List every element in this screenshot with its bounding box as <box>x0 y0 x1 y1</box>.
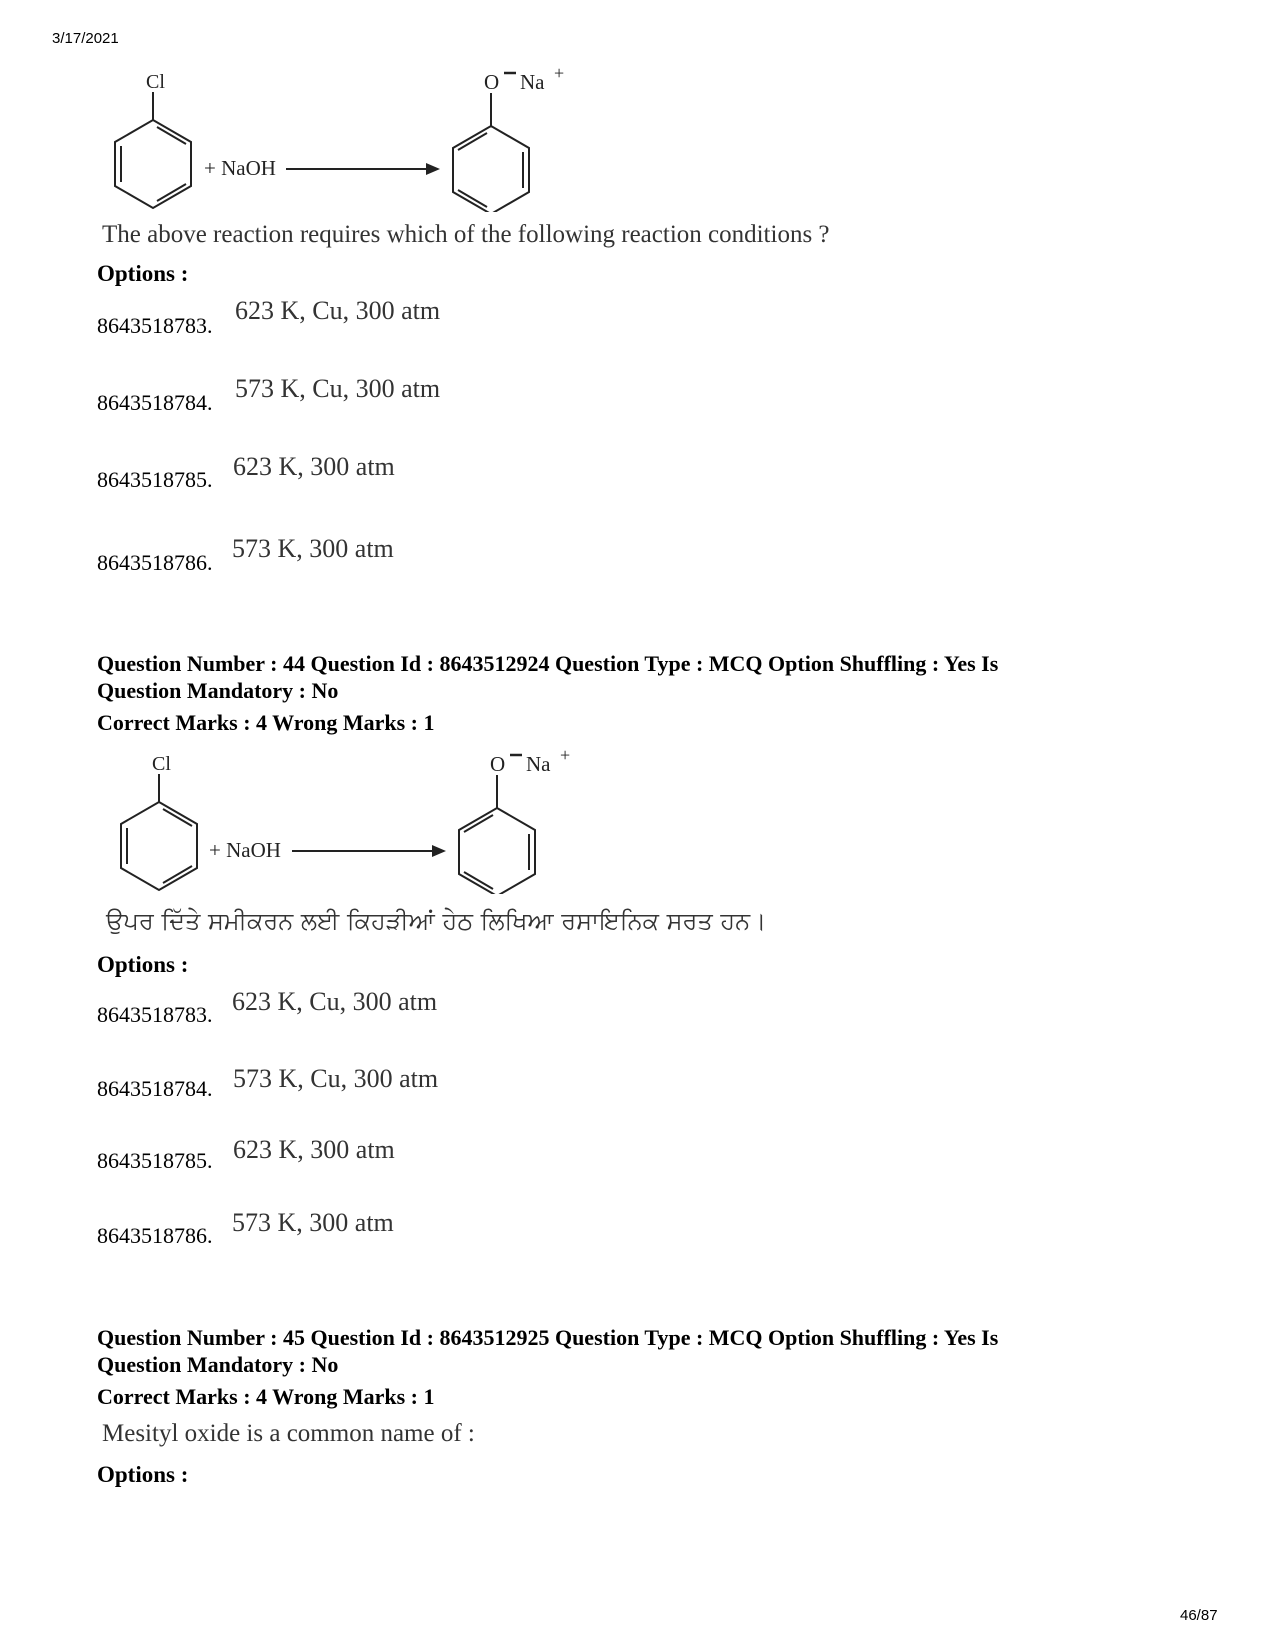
option-id: 8643518783. <box>97 1002 213 1027</box>
chlorine-label: Cl <box>146 71 165 93</box>
option-value: 623 K, Cu, 300 atm <box>232 987 438 1016</box>
svg-text:+: + <box>560 745 571 765</box>
option-value: 573 K, 300 atm <box>232 534 394 563</box>
page-date: 3/17/2021 <box>52 30 119 47</box>
svg-text:+ NaOH: + NaOH <box>209 838 281 862</box>
reaction-diagram-q43 <box>100 62 600 212</box>
question-meta: Question Number : 44 Question Id : 8643512924 Question Type : MCQ Option Shuffling : Yes Is <box>97 651 999 676</box>
reaction-diagram-q44 <box>106 744 606 894</box>
option-id: 8643518783. <box>97 313 213 338</box>
option-value: 573 K, Cu, 300 atm <box>235 374 441 403</box>
naoh-label: + NaOH <box>204 156 276 180</box>
option-value: 623 K, 300 atm <box>233 1135 395 1164</box>
question-meta: Question Mandatory : No <box>97 1352 339 1377</box>
option-value: 573 K, 300 atm <box>232 1208 394 1237</box>
question-text-punjabi: ਉਪਰ ਦਿੱਤੇ ਸਮੀਕਰਨ ਲਈ ਕਿਹੜੀਆਂ ਹੇਠ ਲਿਖਿਆ ਰਸਾਇਨਿਕ ਸਰਤ ਹਨ। <box>106 907 767 935</box>
option-id: 8643518785. <box>97 1148 213 1173</box>
options-label: Options : <box>97 952 189 977</box>
option-id: 8643518786. <box>97 550 213 575</box>
option-value: 623 K, 300 atm <box>233 452 395 481</box>
option-id: 8643518784. <box>97 390 213 415</box>
page-number: 46/87 <box>1180 1607 1218 1624</box>
question-marks: Correct Marks : 4 Wrong Marks : 1 <box>97 1384 435 1409</box>
svg-text:+: + <box>554 63 565 83</box>
svg-text:Cl: Cl <box>152 753 171 775</box>
sodium-label: Na <box>520 70 545 94</box>
option-id: 8643518785. <box>97 467 213 492</box>
option-id: 8643518786. <box>97 1223 213 1248</box>
options-label: Options : <box>97 261 189 286</box>
question-meta: Question Number : 45 Question Id : 8643512925 Question Type : MCQ Option Shuffling : Yes Is <box>97 1325 999 1350</box>
question-text: The above reaction requires which of the following reaction conditions ? <box>102 221 830 248</box>
oxygen-label: O <box>484 70 500 94</box>
question-meta: Question Mandatory : No <box>97 678 339 703</box>
option-value: 623 K, Cu, 300 atm <box>235 296 441 325</box>
question-marks: Correct Marks : 4 Wrong Marks : 1 <box>97 710 435 735</box>
options-label: Options : <box>97 1462 189 1487</box>
svg-text:Na: Na <box>526 752 551 776</box>
svg-text:O: O <box>490 752 506 776</box>
question-text: Mesityl oxide is a common name of : <box>102 1420 475 1447</box>
option-id: 8643518784. <box>97 1076 213 1101</box>
option-value: 573 K, Cu, 300 atm <box>233 1064 439 1093</box>
